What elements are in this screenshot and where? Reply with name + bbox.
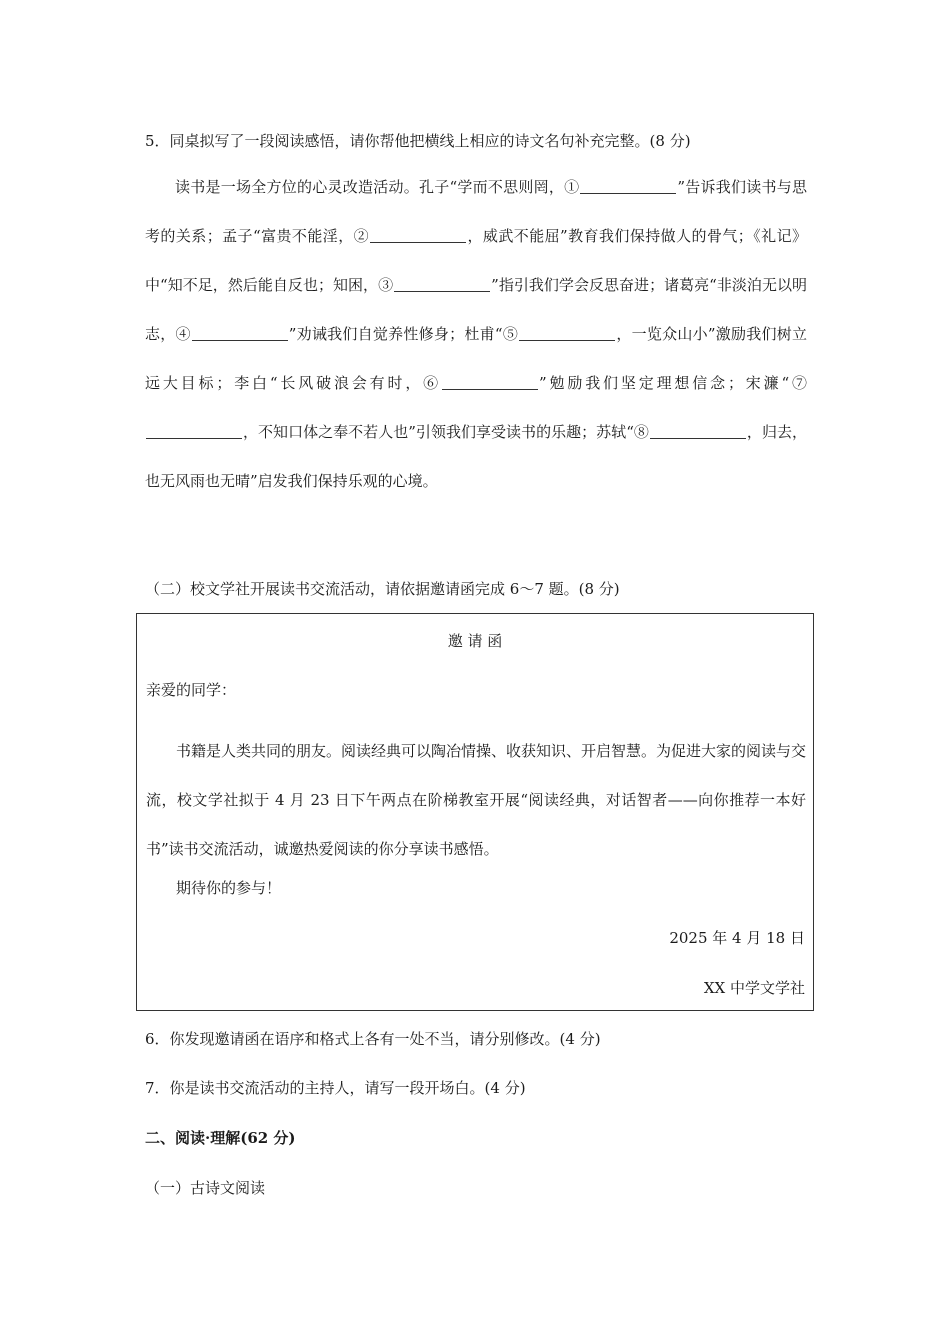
section-2-heading: （二）校文学社开展读书交流活动，请依据邀请函完成 6～7 题。(8 分) <box>145 580 620 598</box>
question-5-heading: 5．同桌拟写了一段阅读感悟，请你帮他把横线上相应的诗文名句补充完整。(8 分) <box>145 132 691 150</box>
passage-segment: ，威武不能屈”教育我们保持做人的骨气；《礼记》中“知不足，然后能自反也；知困，③ <box>145 227 808 294</box>
question-7: 7．你是读书交流活动的主持人，请写一段开场白。(4 分) <box>145 1079 526 1097</box>
invitation-body: 书籍是人类共同的朋友。阅读经典可以陶冶情操、收获知识、开启智慧。为促进大家的阅读与交流，校文学社拟于 4 月 23 日下午两点在阶梯教室开展“阅读经典，对话智者——向你推荐一本好书”读书交流活动，诚邀热爱阅读的你分享读书感悟。 <box>146 742 807 858</box>
passage-segment: ”劝诫我们自觉养性修身；杜甫“⑤ <box>288 325 519 343</box>
invitation-signature: XX 中学文学社 <box>703 979 805 997</box>
fill-blank-1[interactable] <box>580 175 676 194</box>
fill-blank-6[interactable] <box>442 371 538 390</box>
question-5-passage <box>145 163 807 506</box>
fill-blank-8[interactable] <box>650 420 746 439</box>
invitation-box <box>136 613 814 1011</box>
passage-segment: ”勉励我们坚定理想信念；宋濂“⑦ <box>539 374 808 392</box>
invitation-date: 2025 年 4 月 18 日 <box>669 929 805 947</box>
fill-blank-7[interactable] <box>146 420 242 439</box>
passage-segment: ”指引我们学会反思奋进；诸葛亮“非淡泊无以明志，④ <box>145 276 808 343</box>
passage-segment: ”告诉我们读书与思考的关系；孟子“富贵不能淫，② <box>145 178 808 245</box>
passage-segment: ，归去，也无风雨也无晴”启发我们保持乐观的心境。 <box>145 423 807 490</box>
fill-blank-2[interactable] <box>370 224 466 243</box>
fill-blank-5[interactable] <box>519 322 615 341</box>
passage-segment: ，一览众山小”激励我们树立远大目标；李白“长风破浪会有时，⑥ <box>145 325 807 392</box>
passage-segment: ，不知口体之奉不若人也”引领我们享受读书的乐趣；苏轼“⑧ <box>243 423 649 441</box>
fill-blank-4[interactable] <box>192 322 288 341</box>
part-2-heading: 二、阅读·理解(62 分) <box>145 1129 296 1147</box>
invitation-closing: 期待你的参与！ <box>176 879 282 897</box>
fill-blank-3[interactable] <box>394 273 490 292</box>
passage-segment: 读书是一场全方位的心灵改造活动。孔子“学而不思则罔，① <box>175 178 580 196</box>
subsection-1-heading: （一）古诗文阅读 <box>145 1179 266 1197</box>
invitation-title: 邀 请 函 <box>447 632 503 650</box>
question-6: 6．你发现邀请函在语序和格式上各有一处不当，请分别修改。(4 分) <box>145 1030 601 1048</box>
invitation-salutation: 亲爱的同学： <box>146 681 237 699</box>
